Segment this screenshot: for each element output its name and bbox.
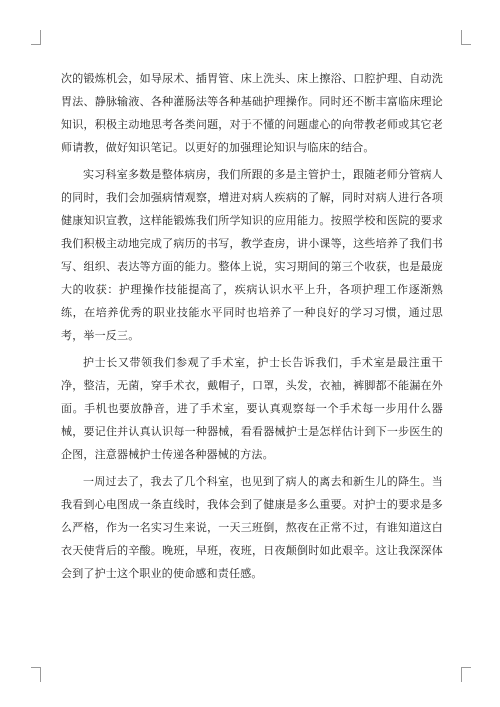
crop-mark-bottom-right bbox=[461, 667, 471, 682]
paragraph-continued: 次的锻炼机会，如导尿术、插胃管、床上洗头、床上擦浴、口腔护理、自动洗胃法、静脉输液、各种灌肠法等各种基础护理操作。同时还不断丰富临床理论知识，积极主动地思考各类问题，对于不懂的问题虚心的向带教老师或其它老师请教，做好知识笔记。以更好的加强理论知识与临床的结合。 bbox=[61, 72, 443, 154]
crop-mark-top-left bbox=[31, 30, 41, 45]
crop-mark-bottom-left bbox=[31, 667, 41, 682]
paragraph-internship-ward: 实习科室多数是整体病房，我们所跟的多是主管护士，跟随老师分管病人的同时，我们会加强病情观察，增进对病人疾病的了解，同时对病人进行各项健康知识宣教，这样能锻炼我们所学知识的应用能力。按照学校和医院的要求我们积极主动地完成了病历的书写，教学查房，讲小课等，这些培养了我们书写、组织、表达等方面的能力。整体上说，实习期间的第三个收获，也是最庞大的收获：护理操作技能提高了，疾病认识水平上升，各项护理工作逐渐熟练，在培养优秀的职业技能水平同时也培养了一种良好的学习习惯，通过思考，举一反三。 bbox=[61, 168, 443, 342]
paragraph-operating-room: 护士长又带领我们参观了手术室，护士长告诉我们，手术室是最注重干净，整洁，无菌，穿手术衣，戴帽子，口罩，头发，衣袖，裤脚都不能漏在外面。手机也要放静音，进了手术室，要认真观察每一个手术每一步用什么器械，要记住并认真认识每一种器械，看看器械护士是怎样估计到下一步医生的企图，注意器械护士传递各种器械的方法。 bbox=[61, 356, 443, 461]
document-body bbox=[61, 67, 443, 589]
crop-mark-top-right bbox=[461, 30, 471, 45]
paragraph-week-reflection: 一周过去了，我去了几个科室，也见到了病人的离去和新生儿的降生。当我看到心电图成一条直线时，我体会到了健康是多么重要。对护士的要求是多么严格，作为一名实习生来说，一天三班倒，熬夜在正常不过，有谁知道这白衣天使背后的辛酸。晚班，早班，夜班，日夜颠倒时如此艰辛。这让我深深体会到了护士这个职业的使命感和责任感。 bbox=[61, 475, 443, 580]
